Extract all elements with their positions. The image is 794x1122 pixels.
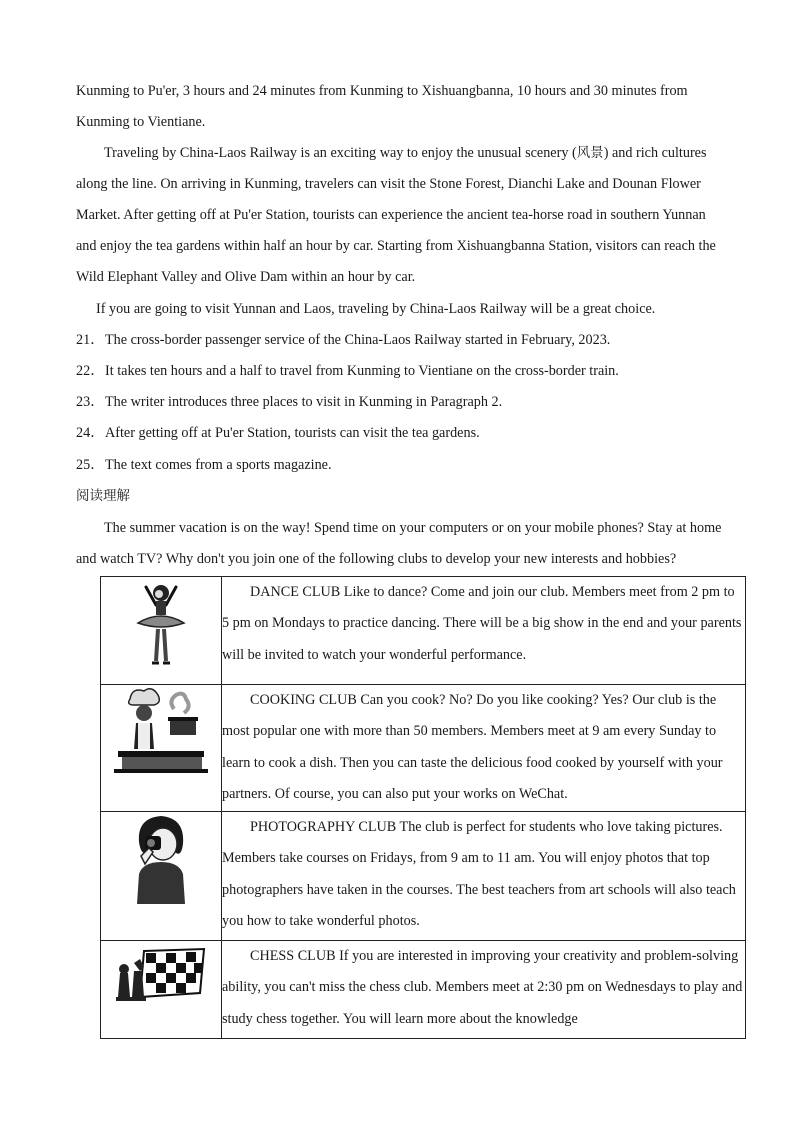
photography-club-text: PHOTOGRAPHY CLUB The club is perfect for students who love taking pictures. Members take courses on Fridays, from 9 am to 11 am. You will enjoy photos that top photographers have taken in the courses. The best teachers from art schools will also teach you how to take wonderful photos. (222, 819, 736, 929)
question-number: 22． (76, 363, 105, 379)
passage-paragraph-2-line (76, 138, 748, 169)
dance-club-text: DANCE CLUB Like to dance? Come and join our club. Members meet from 2 pm to 5 pm on Mondays to practice dancing. There will be a big show in the end and your parents will be invited to watch your wonderful performance. (222, 584, 742, 663)
club-row (101, 812, 746, 941)
club-image-cell (101, 685, 222, 812)
passage-line: Kunming to Vientiane. (76, 114, 206, 130)
question-item (76, 418, 748, 449)
clubs-table (100, 576, 746, 1039)
club-image-cell (101, 577, 222, 685)
question-item (76, 450, 748, 481)
passage-text: ) and rich cultures (603, 145, 707, 161)
passage-line: Market. After getting off at Pu'er Station, tourists can experience the ancient tea-horse road in southern Yunnan (76, 207, 706, 223)
question-text: The cross-border passenger service of the China-Laos Railway started in February, 2023. (105, 332, 611, 348)
passage-text: Traveling by China-Laos Railway is an exciting way to enjoy the unusual scenery ( (104, 145, 577, 161)
club-row (101, 941, 746, 1039)
passage-line: and enjoy the tea gardens within half an hour by car. Starting from Xishuangbanna Station, visitors can reach the (76, 238, 716, 254)
question-item (76, 356, 748, 387)
question-number: 24． (76, 425, 105, 441)
club-row (101, 685, 746, 812)
chef-icon (101, 685, 221, 775)
passage-line: Kunming to Pu'er, 3 hours and 24 minutes from Kunming to Xishuangbanna, 10 hours and 30 minutes from (76, 83, 688, 99)
question-text: The text comes from a sports magazine. (105, 457, 332, 473)
section-heading: 阅读理解 (76, 488, 130, 504)
photographer-icon (101, 812, 221, 904)
cooking-club-text: COOKING CLUB Can you cook? No? Do you like cooking? Yes? Our club is the most popular one with more than 50 members. Members meet at 9 am every Sunday to learn to cook a dish. Then you can taste the delicious food cooked by yourself with your partners. Of course, you can also put your works on WeChat. (222, 692, 723, 802)
club-row (101, 577, 746, 685)
passage-line: along the line. On arriving in Kunming, travelers can visit the Stone Forest, Dianchi Lake and Dounan Flower (76, 176, 701, 192)
club-image-cell (101, 941, 222, 1039)
club-description-cell (222, 812, 746, 941)
question-item (76, 325, 748, 356)
chess-club-text: CHESS CLUB If you are interested in improving your creativity and problem-solving ability, you can't miss the chess club. Members meet at 2:30 pm on Wednesdays to play and study chess together. You will learn more about the knowledge (222, 948, 743, 1027)
club-image-cell (101, 812, 222, 941)
chinese-gloss: 风景 (576, 145, 604, 161)
passage-paragraph-3: If you are going to visit Yunnan and Laos, traveling by China-Laos Railway will be a great choice. (96, 301, 656, 317)
question-item (76, 387, 748, 418)
question-number: 23． (76, 394, 105, 410)
intro-line: The summer vacation is on the way! Spend time on your computers or on your mobile phones? Stay at home (104, 520, 722, 536)
club-description-cell (222, 941, 746, 1039)
passage-line: Wild Elephant Valley and Olive Dam within an hour by car. (76, 269, 416, 285)
question-text: The writer introduces three places to visit in Kunming in Paragraph 2. (105, 394, 503, 410)
club-description-cell (222, 685, 746, 812)
intro-line: and watch TV? Why don't you join one of the following clubs to develop your new interests and hobbies? (76, 551, 677, 567)
question-number: 21． (76, 332, 105, 348)
question-text: It takes ten hours and a half to travel from Kunming to Vientiane on the cross-border train. (105, 363, 619, 379)
question-text: After getting off at Pu'er Station, tourists can visit the tea gardens. (105, 425, 480, 441)
chess-icon (101, 941, 221, 1005)
question-number: 25． (76, 457, 105, 473)
ballerina-icon (101, 577, 221, 669)
club-description-cell (222, 577, 746, 685)
